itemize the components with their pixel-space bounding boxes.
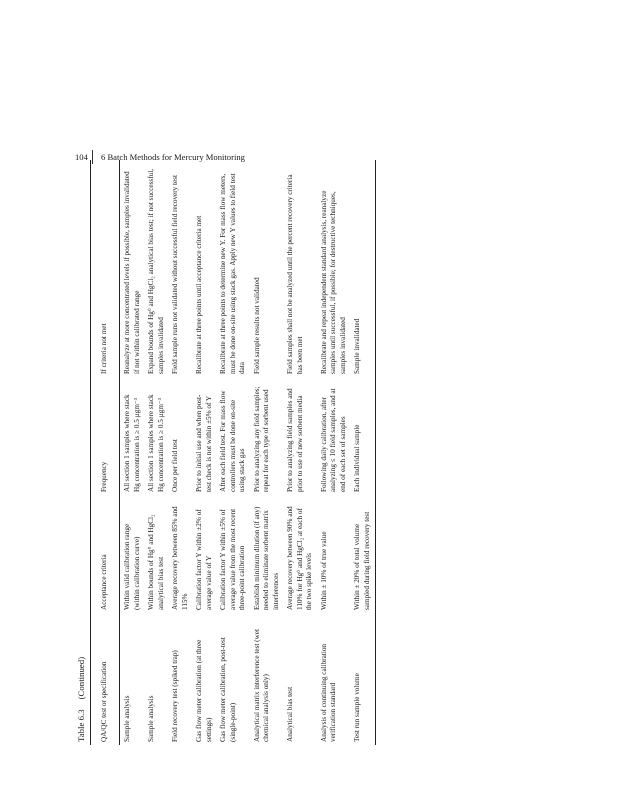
- table-cell: Sample analysis: [147, 695, 155, 742]
- table-cell: Analytical matrix interference test (wet chemical analysis only): [252, 629, 270, 742]
- table-cell: Test run sample volume: [350, 613, 376, 745]
- table-cell: Reanalyze at more concentrated levels if possible, samples invalidated if not within calibrated range: [123, 171, 141, 374]
- table-cell: Recalibrate and repeat independent standard analysis, reanalyze samples until successful, if possible; for destructive techniques, samples invalidated: [319, 190, 347, 374]
- table-cell: Within ± 20% of total volume sampled during field recovery test: [350, 495, 376, 613]
- table-row: [168, 160, 192, 745]
- table-cell: Gas flow meter calibration (at three settings): [195, 639, 213, 742]
- table-cell: Following daily calibration, after analyzing ≤ 10 field samples, and at end of each set of samples: [319, 388, 347, 492]
- table-cell: Analytical bias test: [286, 686, 294, 742]
- table-cell: Field samples shall not be analyzed until the percent recovery criteria has been met: [286, 174, 304, 374]
- table-cell: Prior to analyzing field samples and prior to use of new sorbent media: [286, 388, 304, 492]
- table-row: [317, 160, 351, 745]
- table-cell: Field sample results not validated: [252, 277, 261, 374]
- table-row: [250, 160, 284, 745]
- table-cell: Average recovery between 90% and 110% for Hg⁰ and HgCl₂ at each of the two spike levels: [286, 506, 313, 610]
- table-caption-label: Table 6.3: [76, 709, 86, 742]
- table-cell: Recalibrate at three points until acceptance criteria met: [195, 215, 203, 374]
- rotated-table-block: [75, 160, 425, 745]
- table-cell: Once per field test: [171, 439, 179, 492]
- chapter-title: 6 Batch Methods for Mercury Monitoring: [101, 152, 245, 162]
- table-cell: Sample analysis: [123, 695, 131, 742]
- table-cell: Calibration factor Y within ±5% of average value from the most recent three-point calibration: [219, 508, 246, 610]
- table-cell: All section 1 samples where stack Hg concentration is ≥ 0.5 µgm⁻³: [147, 394, 165, 492]
- column-header: Frequency: [91, 377, 120, 495]
- table-row: [350, 160, 376, 745]
- table-cell: Sample invalidated: [350, 160, 376, 377]
- table-cell: Field sample runs not validated without successful field recovery test: [171, 174, 179, 374]
- table-cell: After each field test. For mass flow controllers must be done on-site using stack gas: [219, 390, 246, 492]
- table-row: [120, 160, 145, 745]
- table-cell: Prior to analyzing any field samples; repeat for each type of sorbent used: [252, 386, 270, 492]
- table-cell: Calibration factor Y within ±2% of average value of Y: [195, 509, 213, 610]
- table-header-row: [91, 160, 120, 745]
- table-cell: Gas flow meter calibration, post-test (single-point): [219, 637, 237, 742]
- column-header: If criteria not met: [91, 160, 120, 377]
- page-number: 104: [75, 152, 88, 162]
- column-header: Acceptance criteria: [91, 495, 120, 613]
- table-row: [192, 160, 216, 745]
- table-caption: [75, 160, 87, 745]
- table-cell: Within ± 10% of true value: [319, 531, 328, 610]
- table-row: [216, 160, 250, 745]
- table-cell: Within valid calibration range (within calibration curve): [123, 523, 141, 610]
- column-header: QA/QC test or specification: [91, 613, 120, 745]
- table-cell: Recalibrate at three points to determine new Y. For mass flow meters, must be done on-site using stack gas. Apply new Y values to field test data: [219, 173, 246, 374]
- table-cell: Analysis of continuing calibration verification standard: [319, 643, 337, 742]
- table-cell: Establish minimum dilution (if any) needed to eliminate sorbent matrix interferences: [252, 506, 280, 610]
- table-cell: Each individual sample: [350, 377, 376, 495]
- table-caption-note: (Continued): [76, 656, 86, 700]
- table-cell: Prior to initial use and when post-test check is not within ±5% of Y: [195, 394, 213, 492]
- table-cell: All section 1 samples where stack Hg concentration is ≥ 0.5 µgm⁻³: [123, 394, 141, 492]
- qaqc-table: [91, 160, 376, 745]
- table-row: [283, 160, 317, 745]
- table-cell: Expand bounds of Hg⁰ and HgCl₂ analytical bias test; if not successful, samples invalidated: [147, 168, 165, 374]
- table-cell: Average recovery between 85% and 115%: [171, 506, 189, 610]
- table-cell: Within bounds of Hg⁰ and HgCl₂ analytical bias test: [147, 514, 165, 610]
- table-cell: Field recovery test (spiked trap): [171, 650, 179, 742]
- table-row: [144, 160, 168, 745]
